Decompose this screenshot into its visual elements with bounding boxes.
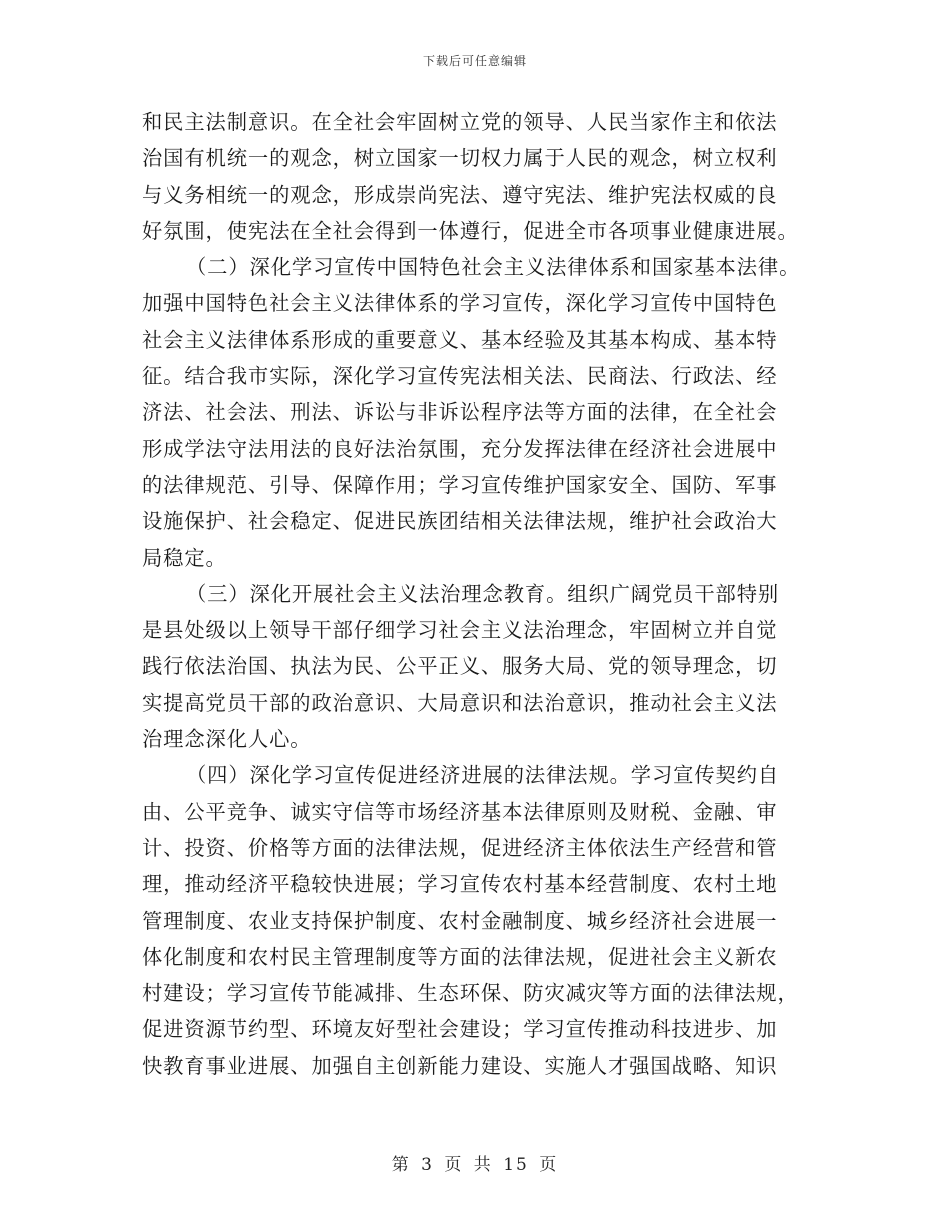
text-line: 村建设；学习宣传节能减排、生态环保、防灾减灾等方面的法律法规，	[142, 981, 799, 1006]
text-line: 是县处级以上领导干部仔细学习社会主义法治理念，牢固树立并自觉	[142, 618, 778, 643]
text-line: 治理念深化人心。	[142, 727, 312, 752]
text-line: 社会主义法律体系形成的重要意义、基本经验及其基本构成、基本特	[142, 327, 778, 352]
paragraph-first-line: （二）深化学习宣传中国特色社会主义法律体系和国家基本法律。	[186, 255, 801, 280]
text-line: 实提高党员干部的政治意识、大局意识和法治意识，推动社会主义法	[142, 690, 778, 715]
text-line: 促进资源节约型、环境友好型社会建设；学习宣传推动科技进步、加	[142, 1017, 778, 1042]
header-note: 下载后可任意编辑	[422, 54, 527, 68]
document-body	[142, 104, 812, 1084]
text-line: 好氛围，使宪法在全社会得到一体遵行，促进全市各项事业健康进展。	[142, 218, 799, 243]
paragraph-first-line: （三）深化开展社会主义法治理念教育。组织广阔党员干部特别	[186, 581, 780, 606]
text-line: 局稳定。	[142, 545, 227, 570]
text-line: 征。结合我市实际，深化学习宣传宪法相关法、民商法、行政法、经	[142, 364, 778, 389]
text-line: 治国有机统一的观念，树立国家一切权力属于人民的观念，树立权利	[142, 146, 778, 171]
text-line: 由、公平竞争、诚实守信等市场经济基本法律原则及财税、金融、审	[142, 799, 778, 824]
text-line: 体化制度和农村民主管理制度等方面的法律法规，促进社会主义新农	[142, 944, 778, 969]
text-line: 济法、社会法、刑法、诉讼与非诉讼程序法等方面的法律，在全社会	[142, 400, 778, 425]
text-line: 的法律规范、引导、保障作用；学习宣传维护国家安全、国防、军事	[142, 472, 778, 497]
page-number-footer: 第 3 页 共 15 页	[391, 1155, 559, 1175]
text-line: 加强中国特色社会主义法律体系的学习宣传，深化学习宣传中国特色	[142, 291, 778, 316]
text-line: 与义务相统一的观念，形成崇尚宪法、遵守宪法、维护宪法权威的良	[142, 182, 778, 207]
text-line: 践行依法治国、执法为民、公平正义、服务大局、党的领导理念，切	[142, 654, 778, 679]
text-line: 管理制度、农业支持保护制度、农村金融制度、城乡经济社会进展一	[142, 908, 778, 933]
text-line: 设施保护、社会稳定、促进民族团结相关法律法规，维护社会政治大	[142, 509, 778, 534]
text-line: 和民主法制意识。在全社会牢固树立党的领导、人民当家作主和依法	[142, 110, 778, 134]
text-line: 快教育事业进展、加强自主创新能力建设、实施人才强国战略、知识	[142, 1053, 778, 1078]
text-line: 形成学法守法用法的良好法治氛围，充分发挥法律在经济社会进展中	[142, 436, 778, 461]
text-line: 理，推动经济平稳较快进展；学习宣传农村基本经营制度、农村土地	[142, 872, 778, 897]
paragraph-first-line: （四）深化学习宣传促进经济进展的法律法规。学习宣传契约自	[186, 763, 780, 788]
text-line: 计、投资、价格等方面的法律法规，促进经济主体依法生产经营和管	[142, 835, 778, 860]
